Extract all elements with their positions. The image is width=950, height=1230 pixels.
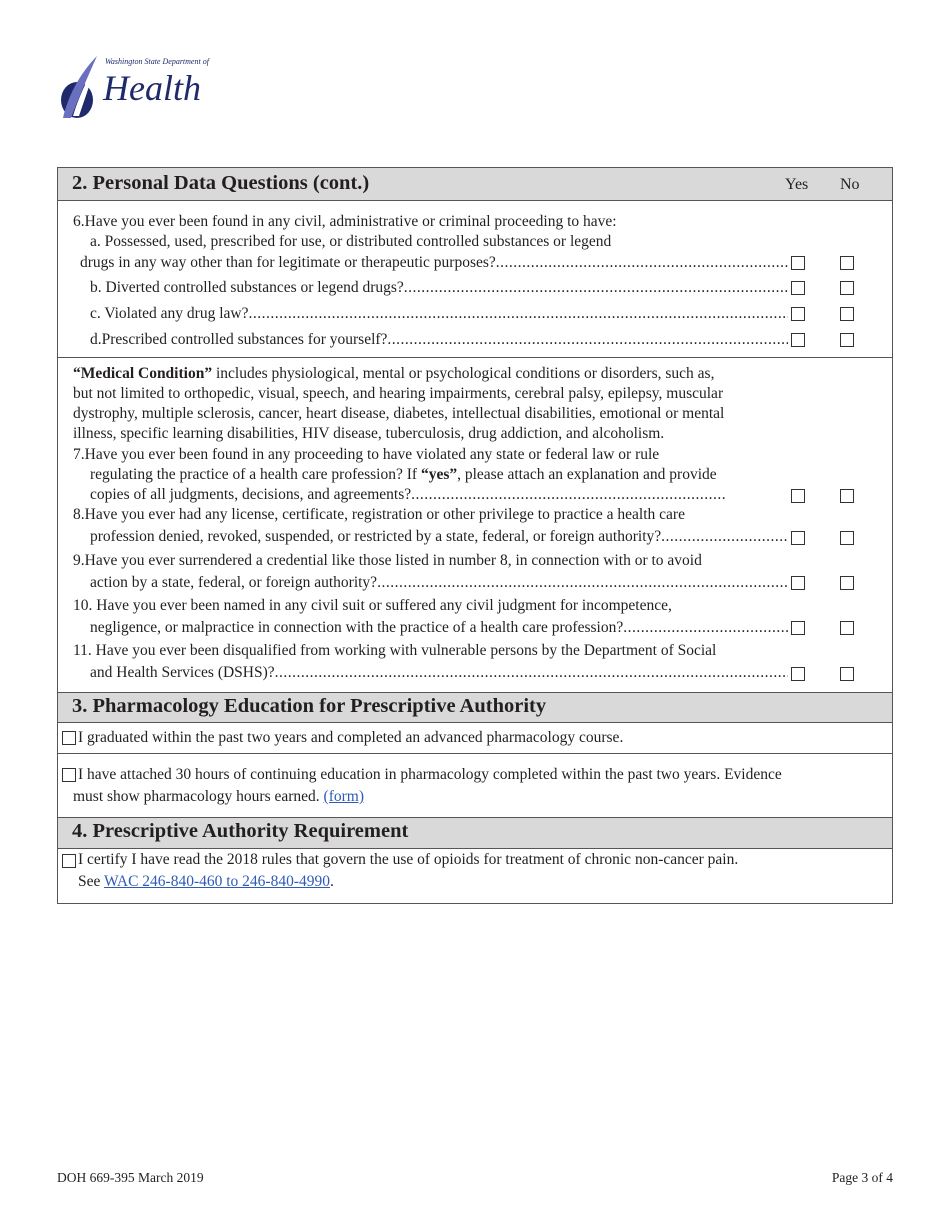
page-number: Page 3 of 4 (831, 1170, 893, 1185)
q9-line2-text: action by a state, federal, or foreign authority? (90, 574, 378, 591)
section2-header (57, 167, 893, 201)
leader-dots (496, 253, 788, 273)
medical-condition-line3: dystrophy, multiple sclerosis, cancer, heart disease, diabetes, intellectual disabilities, emotional or mental (73, 405, 725, 422)
continuing-ed-line1: I have attached 30 hours of continuing education in pharmacology completed within the past two years. Evidence (78, 766, 782, 783)
section3-header (57, 692, 893, 723)
medical-condition-line1 (73, 364, 714, 384)
section2-title: 2. Personal Data Questions (cont.) (72, 172, 370, 194)
divider (57, 753, 893, 754)
q7-line2-end: , please attach an explanation and provide (457, 466, 717, 483)
q6d-no-checkbox[interactable] (840, 333, 854, 347)
q11-no-checkbox[interactable] (840, 667, 854, 681)
q7-yes-term: “yes” (420, 466, 458, 483)
q6a-yes-checkbox[interactable] (791, 256, 805, 270)
q6a-no-checkbox[interactable] (840, 256, 854, 270)
q6a-text: drugs in any way other than for legitimate or therapeutic purposes? (80, 254, 496, 271)
leader-dots (623, 618, 788, 638)
q11-line2 (90, 663, 788, 683)
q10-line1: 10. Have you ever been named in any civil suit or suffered any civil judgment for incompetence, (73, 597, 672, 614)
section4-header (57, 817, 893, 849)
continuing-ed-checkbox[interactable] (62, 768, 76, 782)
q7-line2-text: regulating the practice of a health care profession? If (90, 466, 421, 483)
q9-yes-checkbox[interactable] (791, 576, 805, 590)
opioid-rules-line2 (78, 872, 334, 892)
graduated-checkbox[interactable] (62, 731, 76, 745)
logo-org-line: Washington State Department of (105, 57, 209, 66)
medical-line1-text: includes physiological, mental or psychological conditions or disorders, such as, (212, 365, 715, 382)
q8-no-checkbox[interactable] (840, 531, 854, 545)
leader-dots (411, 485, 726, 505)
q6c-yes-checkbox[interactable] (791, 307, 805, 321)
q6c (90, 304, 788, 324)
logo-feather-icon (55, 52, 105, 122)
section3-title: 3. Pharmacology Education for Prescriptive Authority (72, 695, 547, 717)
q9-line2 (90, 573, 788, 593)
q6b (90, 278, 788, 298)
medical-condition-line4: illness, specific learning disabilities, HIV disease, tuberculosis, drug addiction, and alcoholism. (73, 425, 665, 442)
q6b-text: b. Diverted controlled substances or legend drugs? (90, 279, 404, 296)
q6-intro: 6.Have you ever been found in any civil, administrative or criminal proceeding to have: (73, 213, 617, 230)
q10-line2 (90, 618, 788, 638)
q11-line1: 11. Have you ever been disqualified from working with vulnerable persons by the Department of Social (73, 642, 717, 659)
q10-no-checkbox[interactable] (840, 621, 854, 635)
q11-line2-text: and Health Services (DSHS)? (90, 664, 275, 681)
doh-logo (55, 52, 209, 122)
q7-yes-checkbox[interactable] (791, 489, 805, 503)
yes-column-label: Yes (785, 176, 809, 193)
form-link[interactable]: (form) (323, 788, 364, 805)
q7-line3-text: copies of all judgments, decisions, and agreements? (90, 486, 412, 503)
medical-condition-line2: but not limited to orthopedic, visual, speech, and hearing impairments, cerebral palsy, epilepsy, muscular (73, 385, 724, 402)
q6a-line2 (80, 253, 788, 273)
divider (57, 357, 893, 358)
graduated-label: I graduated within the past two years and completed an advanced pharmacology course. (78, 729, 624, 746)
no-column-label: No (840, 176, 860, 193)
section4-title: 4. Prescriptive Authority Requirement (72, 820, 409, 842)
leader-dots (275, 663, 788, 683)
leader-dots (661, 527, 788, 547)
q6b-yes-checkbox[interactable] (791, 281, 805, 295)
q6c-text: c. Violated any drug law? (90, 305, 249, 322)
opioid-rules-line1: I certify I have read the 2018 rules that govern the use of opioids for treatment of chronic non-cancer pain. (78, 851, 739, 868)
q7-line3 (90, 485, 726, 505)
logo-name: Health (103, 68, 201, 108)
leader-dots (404, 278, 788, 298)
q6d-yes-checkbox[interactable] (791, 333, 805, 347)
q10-yes-checkbox[interactable] (791, 621, 805, 635)
q9-line1: 9.Have you ever surrendered a credential like those listed in number 8, in connection with or to avoid (73, 552, 702, 569)
medical-condition-term: “Medical Condition” (73, 365, 213, 382)
q8-line2 (90, 527, 788, 547)
q7-line1: 7.Have you ever been found in any proceeding to have violated any state or federal law or rule (73, 446, 660, 463)
q8-line2-text: profession denied, revoked, suspended, or restricted by a state, federal, or foreign authority? (90, 528, 662, 545)
q6d-text: d.Prescribed controlled substances for yourself? (90, 331, 388, 348)
form-id: DOH 669-395 March 2019 (57, 1170, 204, 1185)
q7-line2 (90, 465, 717, 485)
wac-link[interactable]: WAC 246-840-460 to 246-840-4990 (103, 873, 331, 890)
opioid-rules-checkbox[interactable] (62, 854, 76, 868)
period: . (330, 873, 334, 890)
q7-no-checkbox[interactable] (840, 489, 854, 503)
q6d (90, 330, 788, 350)
q6a-line1: a. Possessed, used, prescribed for use, or distributed controlled substances or legend (90, 233, 612, 250)
leader-dots (377, 573, 788, 593)
leader-dots (248, 304, 788, 324)
leader-dots (387, 330, 788, 350)
q9-no-checkbox[interactable] (840, 576, 854, 590)
continuing-ed-line2-text: must show pharmacology hours earned. (73, 788, 324, 805)
q10-line2-text: negligence, or malpractice in connection with the practice of a health care profession? (90, 619, 624, 636)
q8-line1: 8.Have you ever had any license, certificate, registration or other privilege to practice a health care (73, 506, 685, 523)
see-text: See (78, 873, 104, 890)
q6c-no-checkbox[interactable] (840, 307, 854, 321)
q6b-no-checkbox[interactable] (840, 281, 854, 295)
q11-yes-checkbox[interactable] (791, 667, 805, 681)
continuing-ed-line2 (73, 787, 364, 807)
q8-yes-checkbox[interactable] (791, 531, 805, 545)
